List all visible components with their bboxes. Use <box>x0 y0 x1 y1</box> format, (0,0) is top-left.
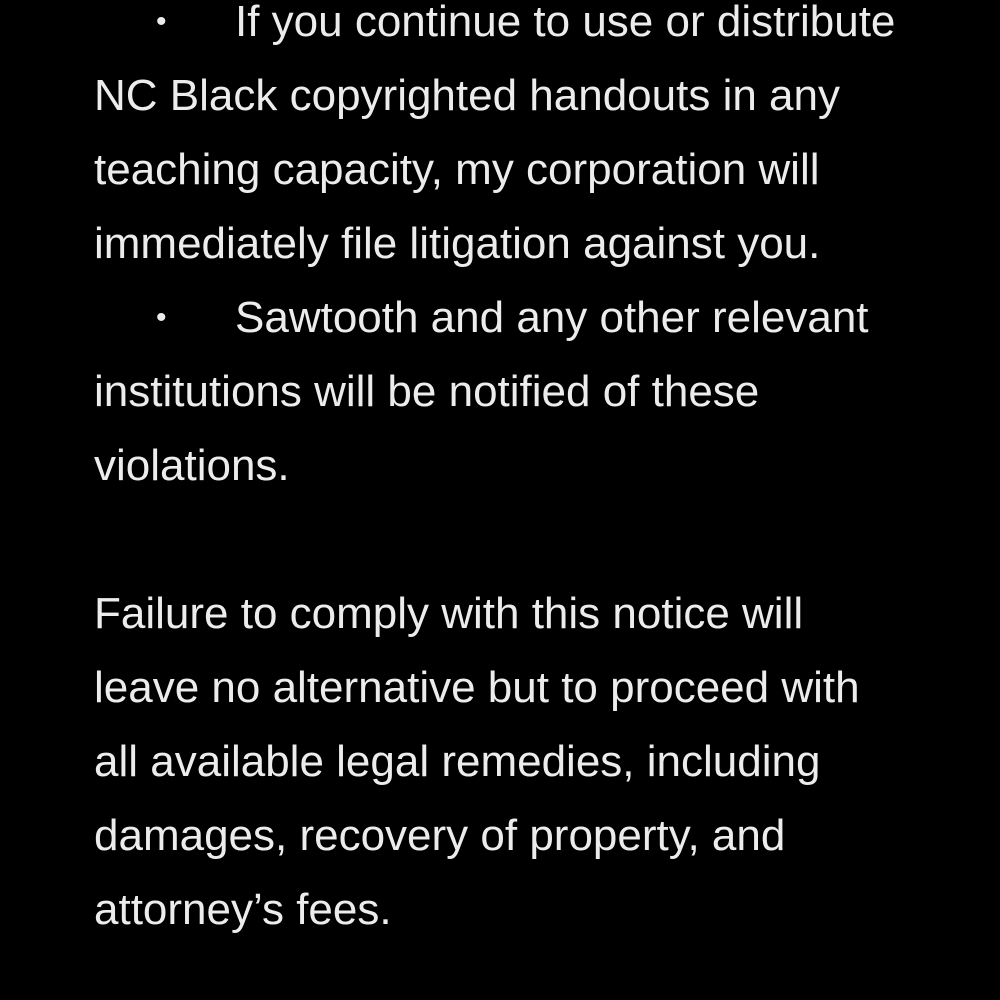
paragraph-line: Failure to comply with this notice will <box>94 589 804 638</box>
bullet-text-line: teaching capacity, my corporation will <box>94 145 820 194</box>
paragraph-line: attorney’s fees. <box>94 885 392 934</box>
paragraph-spacer <box>94 503 984 577</box>
bullet-first-line <box>94 281 984 355</box>
paragraph-line: all available legal remedies, including <box>94 737 821 786</box>
bullet-text-line: immediately file litigation against you. <box>94 219 821 268</box>
bullet-text-line: violations. <box>94 441 290 490</box>
bullet-item-notification <box>94 281 984 503</box>
bullet-text-line: NC Black copyrighted handouts in any <box>94 71 840 120</box>
bullet-text-line: institutions will be notified of these <box>94 367 760 416</box>
closing-paragraph <box>94 577 984 947</box>
paragraph-line: damages, recovery of property, and <box>94 811 786 860</box>
notice-body <box>94 0 984 947</box>
bullet-first-line <box>94 0 984 59</box>
bullet-text: Sawtooth and any other relevant <box>235 293 869 342</box>
bullet-text: If you continue to use or distribute <box>235 0 896 46</box>
paragraph-line: leave no alternative but to proceed with <box>94 663 860 712</box>
bullet-marker: • <box>156 5 167 38</box>
bullet-item-litigation <box>94 0 984 281</box>
bullet-marker: • <box>156 301 167 334</box>
